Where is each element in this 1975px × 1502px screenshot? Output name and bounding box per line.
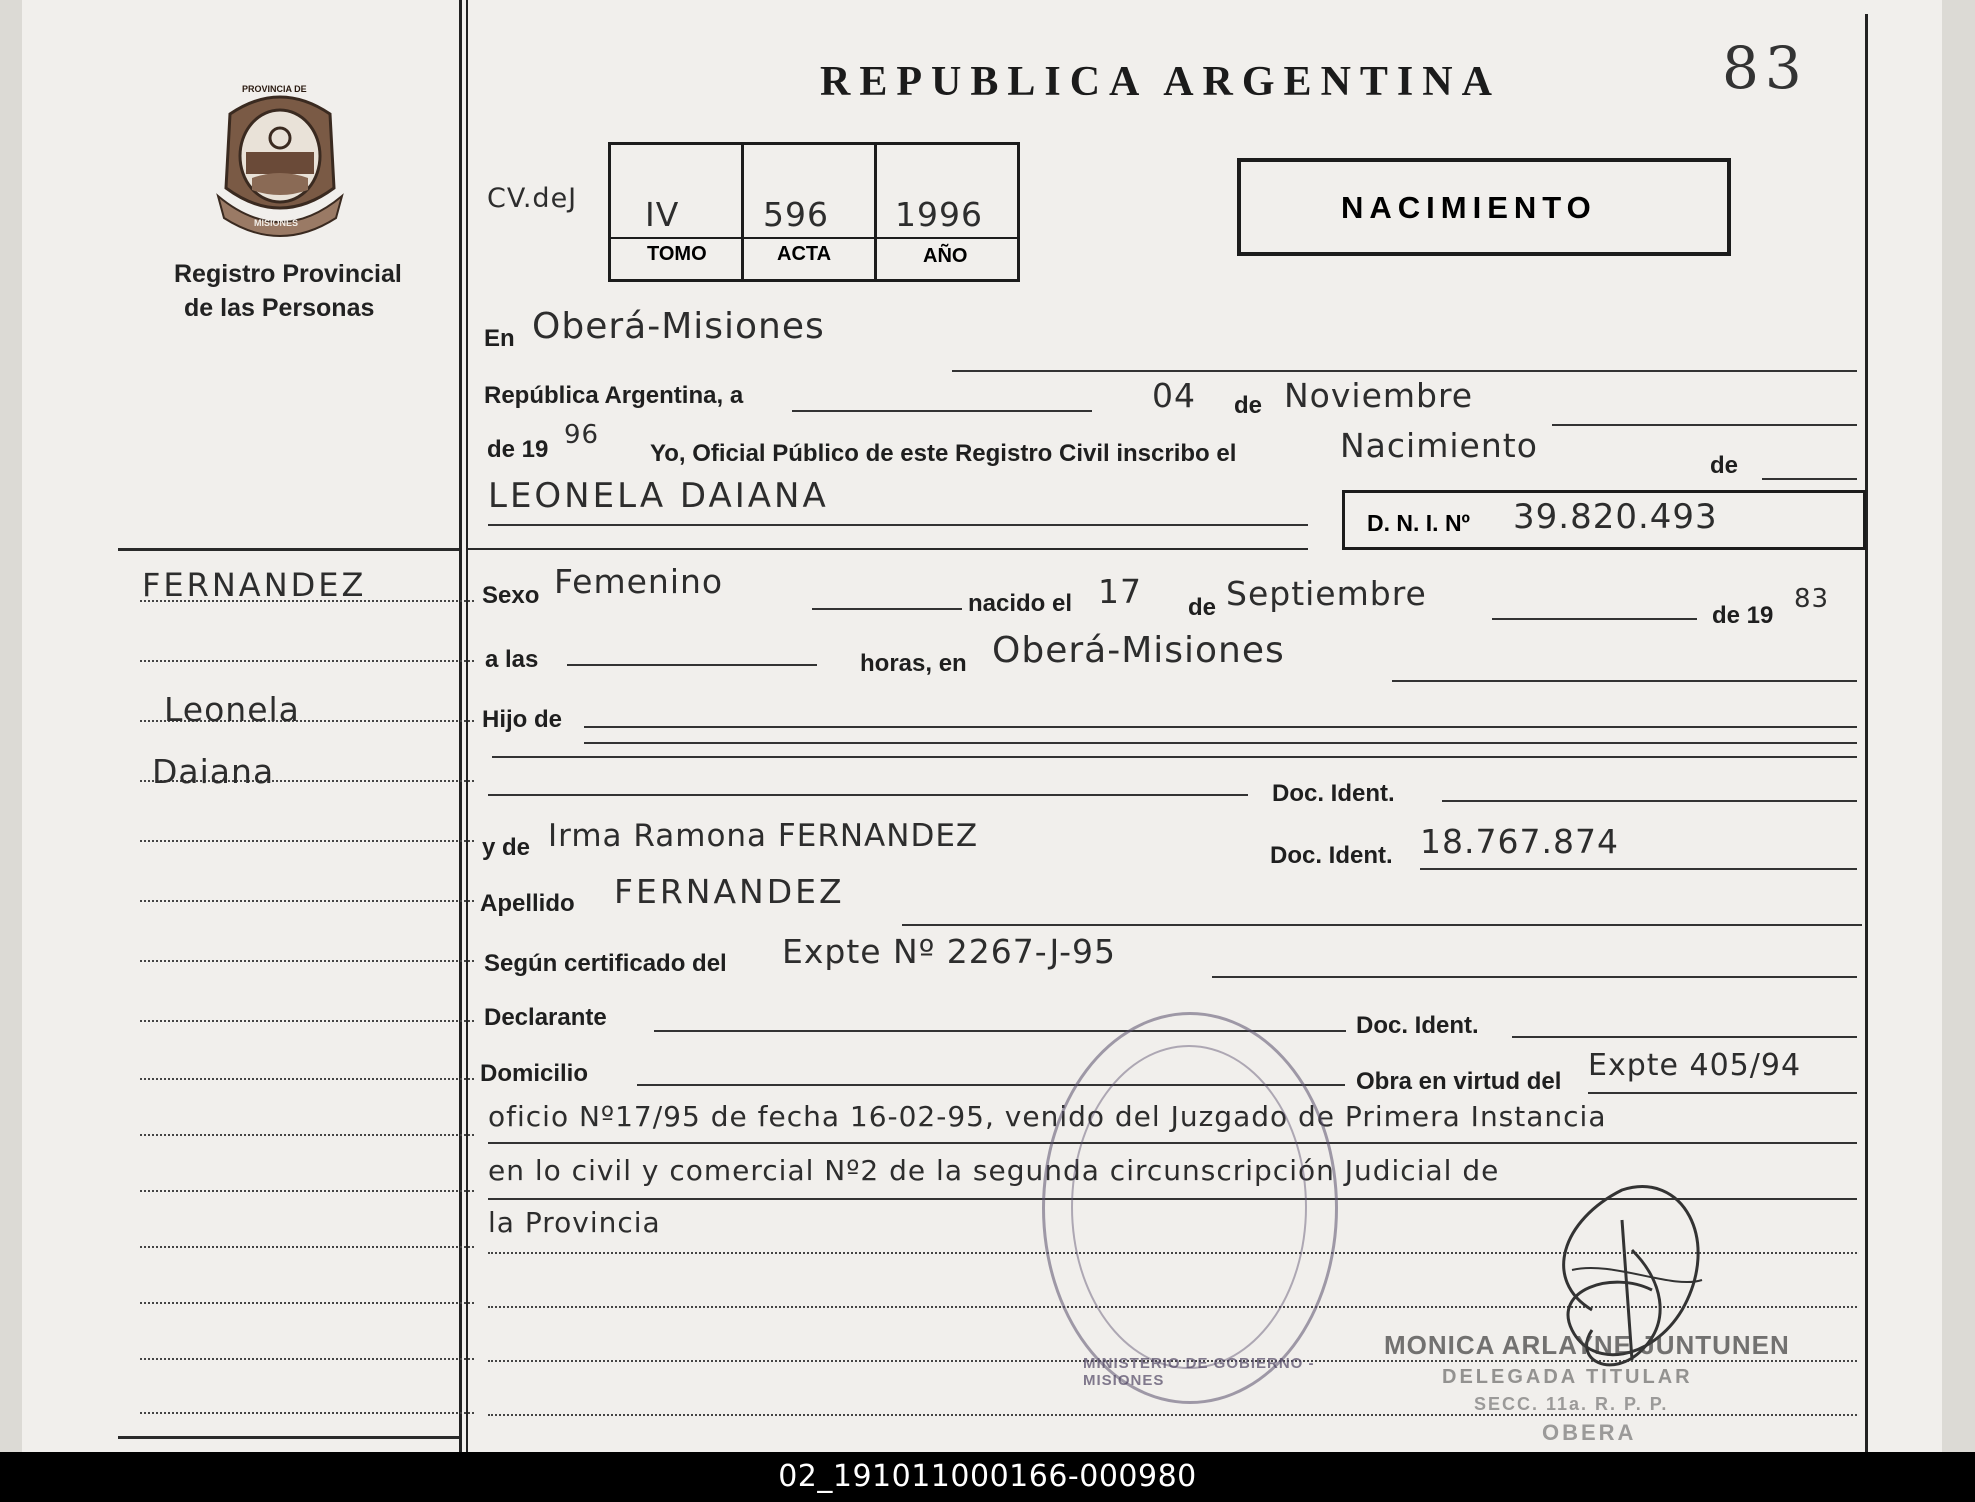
left-line (140, 1078, 474, 1080)
seal-bottom-text: MISIONES (254, 218, 299, 228)
main-header-rule (468, 548, 1308, 550)
ano-label: AÑO (923, 245, 968, 267)
line-month (1552, 424, 1857, 426)
note-line-1: oficio Nº17/95 de fecha 16-02-95, venido del Juzgado de Primera Instancia (488, 1100, 1607, 1133)
right-border-line (1865, 14, 1868, 1452)
label-de-month: de (1234, 392, 1263, 419)
label-nacido-el: nacido el (968, 590, 1073, 617)
line-name (488, 524, 1308, 526)
left-line (140, 840, 474, 842)
acta-label: ACTA (777, 243, 832, 265)
value-day-registration: 04 (1152, 376, 1196, 415)
left-line (140, 660, 474, 662)
margin-first-name: Leonela (164, 690, 300, 729)
official-office: SECC. 11a. R. P. P. (1474, 1394, 1669, 1414)
line-birth-month (1492, 618, 1697, 620)
reference-box-divider (874, 145, 877, 279)
line-date-blank (792, 410, 1092, 412)
record-type-box (1237, 158, 1731, 256)
page-number: 83 (1722, 34, 1808, 102)
line-birth-place (1392, 680, 1857, 682)
official-name: MONICA ARLAYNE JUNTUNEN (1384, 1330, 1790, 1360)
left-column-divider-inner (466, 0, 468, 1452)
ano-value: 1996 (895, 195, 983, 234)
reference-prefix: CV.deJ (487, 183, 578, 214)
line-father-name (488, 794, 1248, 796)
dni-value: 39.820.493 (1513, 497, 1718, 537)
margin-second-name: Daiana (152, 752, 275, 791)
province-seal-emblem (212, 78, 348, 238)
label-de-19-birth: de 19 (1712, 602, 1774, 629)
label-horas-en: horas, en (860, 650, 967, 677)
registry-name-line1: Registro Provincial (174, 260, 402, 288)
tomo-value: IV (645, 195, 680, 234)
note-line-3: la Provincia (488, 1206, 661, 1239)
label-republica: República Argentina, a (484, 382, 744, 409)
left-line (140, 960, 474, 962)
margin-surname: FERNANDEZ (142, 566, 367, 604)
left-footer-rule (118, 1436, 459, 1439)
birth-certificate-page (22, 0, 1942, 1452)
label-doc-ident-declarant: Doc. Ident. (1356, 1012, 1479, 1039)
left-line (140, 1134, 474, 1136)
label-sexo: Sexo (482, 582, 540, 609)
value-year-registration: 96 (564, 420, 600, 450)
value-birth-day: 17 (1098, 572, 1142, 611)
label-yo-oficial: Yo, Oficial Público de este Registro Civil inscribo el (650, 440, 1237, 467)
official-city: OBERA (1542, 1420, 1637, 1445)
value-birth-place: Oberá-Misiones (992, 630, 1285, 671)
line-certificate (1212, 976, 1857, 978)
record-type-label: NACIMIENTO (1341, 190, 1597, 225)
label-obra-virtud: Obra en virtud del (1356, 1068, 1562, 1095)
note-line-2: en lo civil y comercial Nº2 de la segunda circunscripción Judicial de (488, 1154, 1500, 1187)
value-obra-virtud: Expte 405/94 (1588, 1048, 1802, 1083)
label-de-19: de 19 (487, 436, 549, 463)
line-en (952, 370, 1857, 372)
value-sex: Femenino (554, 562, 724, 601)
reference-box-divider (741, 145, 744, 279)
left-line (140, 1020, 474, 1022)
stamp-inner-ring (1071, 1045, 1307, 1369)
registry-name-line2: de las Personas (184, 294, 375, 322)
left-line (140, 1190, 474, 1192)
line-father-doc (1442, 800, 1857, 802)
line-surname (902, 924, 1862, 926)
left-line (140, 900, 474, 902)
value-birth-month: Septiembre (1226, 574, 1427, 613)
official-oval-stamp (1042, 1012, 1338, 1404)
line-obra (1588, 1092, 1857, 1094)
label-doc-ident-mother: Doc. Ident. (1270, 842, 1393, 869)
footer-file-id: 02_191011000166-000980 (0, 1452, 1975, 1502)
left-line (140, 1302, 474, 1304)
value-birth-year: 83 (1794, 584, 1830, 614)
left-line (140, 1246, 474, 1248)
label-de-birth-month: de (1188, 594, 1217, 621)
left-column-divider (459, 0, 462, 1452)
line-sex (812, 608, 962, 610)
value-place-registration: Oberá-Misiones (532, 306, 825, 347)
left-line (140, 1412, 474, 1414)
label-doc-ident-father: Doc. Ident. (1272, 780, 1395, 807)
value-mother-doc: 18.767.874 (1420, 822, 1619, 861)
reference-box-rule (611, 237, 1017, 239)
line-father-2 (584, 742, 1857, 744)
left-line (140, 1358, 474, 1360)
dni-label: D. N. I. Nº (1367, 510, 1470, 536)
label-segun-certificado: Según certificado del (484, 950, 727, 977)
label-a-las: a las (485, 646, 539, 673)
reference-box (608, 142, 1020, 282)
stamp-text: MINISTERIO DE GOBIERNO - MISIONES (1083, 1355, 1315, 1389)
seal-top-text: PROVINCIA DE (242, 84, 307, 94)
value-record-kind: Nacimiento (1340, 426, 1538, 465)
value-surname: FERNANDEZ (614, 872, 845, 911)
country-title: REPUBLICA ARGENTINA (820, 59, 1501, 105)
label-hijo-de: Hijo de (482, 706, 563, 733)
tomo-label: TOMO (647, 243, 707, 265)
line-mother-doc (1420, 868, 1857, 870)
value-month-registration: Noviembre (1284, 376, 1474, 415)
label-declarante: Declarante (484, 1004, 607, 1031)
value-mother-name: Irma Ramona FERNANDEZ (548, 818, 979, 854)
dni-box (1342, 490, 1866, 550)
label-en: En (484, 325, 515, 352)
official-title: DELEGADA TITULAR (1442, 1366, 1693, 1388)
left-header-rule (118, 548, 459, 551)
line-father (584, 726, 1857, 728)
label-y-de: y de (482, 834, 531, 861)
line-de (1762, 478, 1857, 480)
line-declarant-doc (1512, 1036, 1857, 1038)
value-full-name: LEONELA DAIANA (488, 476, 829, 516)
line-father-3 (492, 756, 1857, 758)
line-hour (567, 664, 817, 666)
label-apellido: Apellido (480, 890, 575, 917)
acta-value: 596 (763, 195, 829, 234)
value-certificate: Expte Nº 2267-J-95 (782, 932, 1116, 971)
label-domicilio: Domicilio (480, 1060, 589, 1087)
label-de-person: de (1710, 452, 1739, 479)
